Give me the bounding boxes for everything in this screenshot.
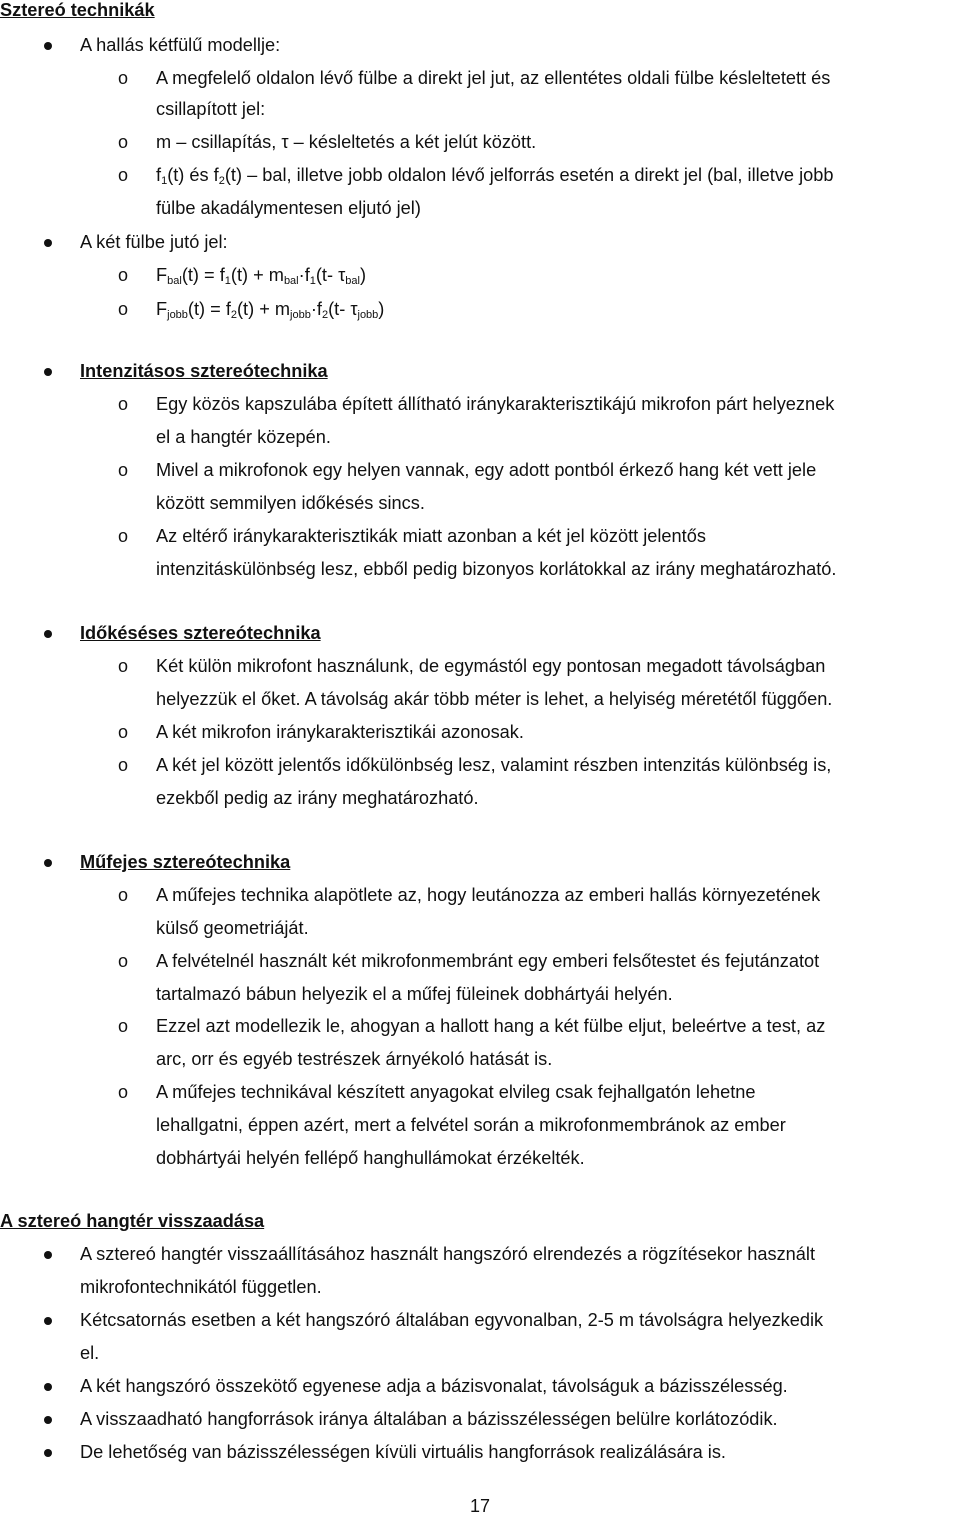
list-item: Ezzel azt modellezik le, ahogyan a hallott hang a két fülbe eljut, beleértve a test, az xyxy=(156,1016,826,1036)
circle-bullet: o xyxy=(118,526,129,546)
section-heading-intensity: Intenzitásos sztereótechnika xyxy=(80,361,328,381)
section-heading-dummy-head: Műfejes sztereótechnika xyxy=(80,852,291,872)
list-item-cont: között semmilyen időkésés sincs. xyxy=(156,493,425,513)
list-item: A visszaadható hangforrások iránya általában a bázisszélességen belülre korlátozódik. xyxy=(80,1409,778,1429)
list-item: Az eltérő iránykarakterisztikák miatt azonban a két jel között jelentős xyxy=(156,526,706,546)
list-item: Egy közös kapszulába épített állítható iránykarakterisztikájú mikrofon párt helyeznek xyxy=(156,394,835,414)
circle-bullet: o xyxy=(118,656,129,676)
bullet-dot xyxy=(44,1383,52,1391)
list-item: A sztereó hangtér visszaállításához használt hangszóró elrendezés a rögzítésekor használt xyxy=(80,1244,815,1264)
list-item: A műfejes technikával készített anyagokat elvileg csak fejhallgatón lehetne xyxy=(156,1082,756,1102)
circle-bullet: o xyxy=(118,460,129,480)
circle-bullet: o xyxy=(118,394,129,414)
list-item: A két mikrofon iránykarakterisztikái azonosak. xyxy=(156,722,524,742)
circle-bullet: o xyxy=(118,885,129,905)
list-item: A hallás kétfülű modellje: xyxy=(80,35,281,55)
list-item: De lehetőség van bázisszélességen kívüli virtuális hangforrások realizálására is. xyxy=(80,1442,726,1462)
list-item-cont: ezekből pedig az irány meghatározható. xyxy=(156,788,479,808)
circle-bullet: o xyxy=(118,68,129,88)
list-item: m – csillapítás, τ – késleltetés a két jelút között. xyxy=(156,132,537,152)
list-item-cont: helyezzük el őket. A távolság akár több méter is lehet, a helyiség méretétől függően. xyxy=(156,689,833,709)
bullet-dot xyxy=(44,42,52,50)
bullet-dot xyxy=(44,1317,52,1325)
list-item: Két külön mikrofont használunk, de egymástól egy pontosan megadott távolságban xyxy=(156,656,826,676)
list-item: A megfelelő oldalon lévő fülbe a direkt jel jut, az ellentétes oldali fülbe késleltetett és xyxy=(156,68,831,88)
circle-bullet: o xyxy=(118,299,129,319)
bullet-dot xyxy=(44,1416,52,1424)
section-heading-reproduction: A sztereó hangtér visszaadása xyxy=(0,1211,265,1231)
bullet-dot xyxy=(44,368,52,376)
circle-bullet: o xyxy=(118,1016,129,1036)
list-item-cont: lehallgatni, éppen azért, mert a felvétel során a mikrofonmembránok az ember xyxy=(156,1115,786,1135)
list-item: A műfejes technika alapötlete az, hogy leutánozza az emberi hallás környezetének xyxy=(156,885,821,905)
circle-bullet: o xyxy=(118,165,129,185)
page-number: 17 xyxy=(469,1496,491,1516)
circle-bullet: o xyxy=(118,951,129,971)
bullet-dot xyxy=(44,859,52,867)
formula-line-signals: $f_1(t)$ és $f_2(t)$ – bal, illetve jobb oldalon lévő jelforrás esetén a direkt jel (bal, illetve jobb xyxy=(156,165,834,187)
list-item-cont: el a hangtér közepén. xyxy=(156,427,331,447)
bullet-dot xyxy=(44,630,52,638)
circle-bullet: o xyxy=(118,722,129,742)
formula-left-ear: $F_{bal}(t) = f_1(t) + m_{bal}\cdot f_1(t-$ $\tau_{bal}$) xyxy=(156,265,367,287)
section-heading-stereo-techniques: Sztereó technikák xyxy=(0,0,155,20)
list-item-cont: csillapított jel: xyxy=(156,99,266,119)
list-item-cont: el. xyxy=(80,1343,100,1363)
bullet-dot xyxy=(44,1449,52,1457)
list-item-cont: arc, orr és egyéb testrészek árnyékoló hatását is. xyxy=(156,1049,553,1069)
formula-right-ear: $F_{jobb}(t) = f_2(t) + m_{jobb}\cdot f_2(t-$ $\tau_{jobb}$) xyxy=(156,299,385,321)
list-item-cont: dobhártyái helyén fellépő hanghullámokat érzékelték. xyxy=(156,1148,585,1168)
list-item-cont: fülbe akadálymentesen eljutó jel) xyxy=(156,198,421,218)
list-item-cont: intenzitáskülönbség lesz, ebből pedig bizonyos korlátokkal az irány meghatározható. xyxy=(156,559,837,579)
bullet-dot xyxy=(44,1251,52,1259)
list-item-cont: külső geometriáját. xyxy=(156,918,309,938)
list-item: A felvételnél használt két mikrofonmembránt egy emberi felsőtestet és fejutánzatot xyxy=(156,951,820,971)
section-heading-delay: Időkéséses sztereótechnika xyxy=(80,623,321,643)
list-item-cont: tartalmazó bábun helyezik el a műfej füleinek dobhártyái helyén. xyxy=(156,984,673,1004)
list-item-cont: mikrofontechnikától független. xyxy=(80,1277,322,1297)
list-item: A két hangszóró összekötő egyenese adja a bázisvonalat, távolságuk a bázisszélesség. xyxy=(80,1376,788,1396)
circle-bullet: o xyxy=(118,1082,129,1102)
circle-bullet: o xyxy=(118,265,129,285)
circle-bullet: o xyxy=(118,132,129,152)
bullet-dot xyxy=(44,239,52,247)
list-item: Mivel a mikrofonok egy helyen vannak, egy adott pontból érkező hang két vett jele xyxy=(156,460,817,480)
list-item: A két fülbe jutó jel: xyxy=(80,232,228,252)
list-item: A két jel között jelentős időkülönbség lesz, valamint részben intenzitás különbség is, xyxy=(156,755,832,775)
circle-bullet: o xyxy=(118,755,129,775)
list-item: Kétcsatornás esetben a két hangszóró általában egyvonalban, 2-5 m távolságra helyezkedik xyxy=(80,1310,824,1330)
